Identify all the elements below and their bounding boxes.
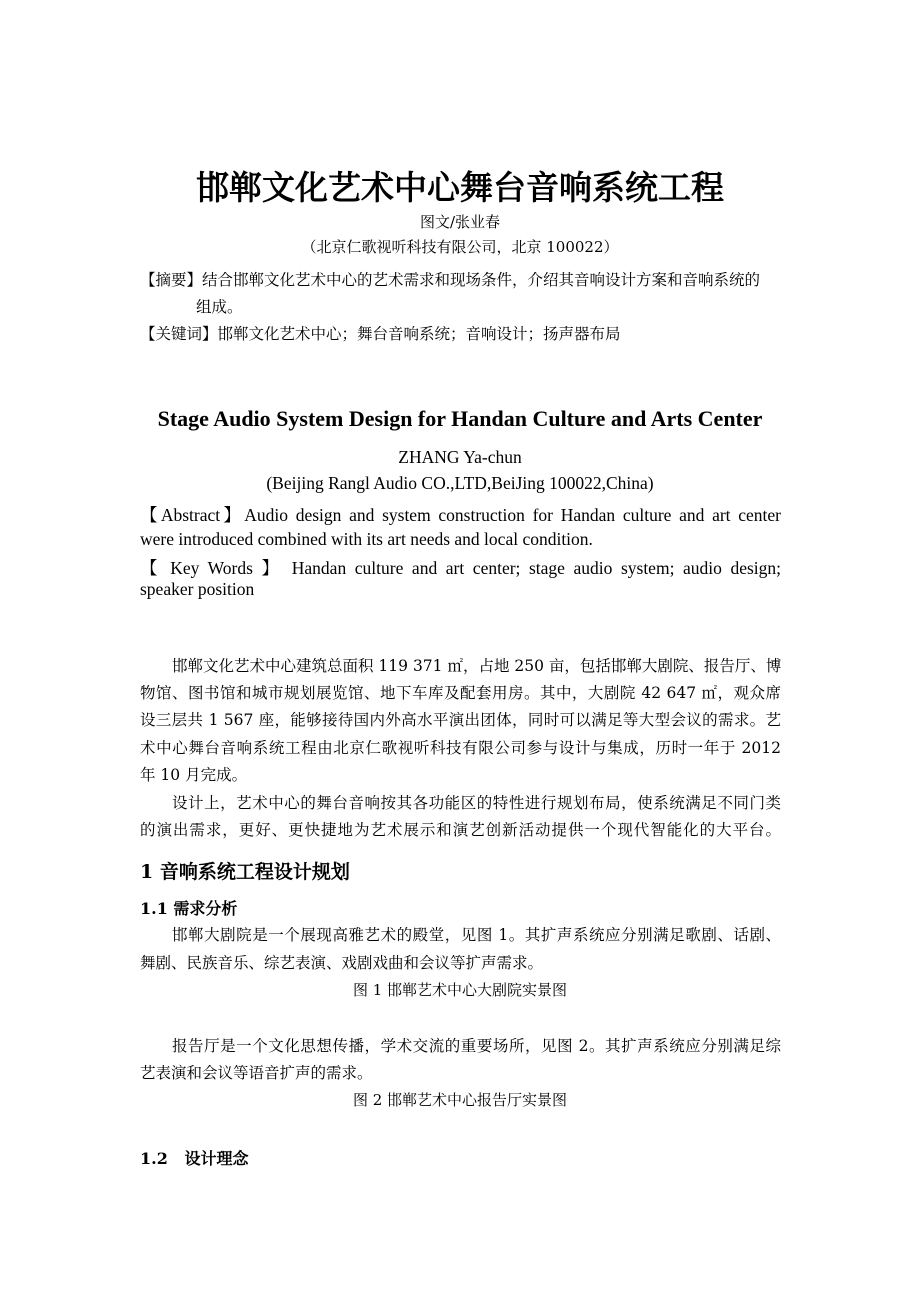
abstract-cn-cont: 组成。 bbox=[196, 298, 243, 316]
section-heading-1: 1 音响系统工程设计规划 bbox=[140, 861, 350, 883]
para1-line: 术中心舞台音响系统工程由北京仁歌视听科技有限公司参与设计与集成，历时一年于 2012 bbox=[140, 739, 781, 757]
para1-line: 邯郸文化艺术中心建筑总面积 119 371 ㎡，占地 250 亩，包括邯郸大剧院、报告厅、博 bbox=[172, 657, 782, 675]
keywords-en-cont: speaker position bbox=[140, 579, 255, 599]
english-author: ZHANG Ya-chun bbox=[398, 447, 522, 467]
para3-line: 邯郸大剧院是一个展现高雅艺术的殿堂，见图 1。其扩声系统应分别满足歌剧、话剧、 bbox=[172, 926, 781, 944]
english-affiliation: (Beijing Rangl Audio CO.,LTD,BeiJing 100022,China) bbox=[266, 473, 654, 493]
keywords-en-text: Handan culture and art center; stage audio system; audio design; bbox=[291, 558, 781, 578]
page-title: 邯郸文化艺术中心舞台音响系统工程 bbox=[196, 168, 724, 207]
affiliation: （北京仁歌视听科技有限公司，北京 100022） bbox=[301, 238, 619, 256]
abstract-en-text: Audio design and system construction for Handan culture and art center bbox=[244, 505, 781, 525]
abstract-cn-text: 结合邯郸文化艺术中心的艺术需求和现场条件，介绍其音响设计方案和音响系统的 bbox=[202, 271, 761, 289]
para1-line: 设三层共 1 567 座，能够接待国内外高水平演出团体，同时可以满足等大型会议的需求。艺 bbox=[140, 711, 781, 729]
para2-line: 的演出需求，更好、更快捷地为艺术展示和演艺创新活动提供一个现代智能化的大平台。 bbox=[140, 821, 781, 839]
keywords-cn bbox=[140, 322, 621, 344]
section-heading-1-2: 1.2 设计理念 bbox=[140, 1149, 249, 1168]
figure-2-caption: 图 2 邯郸艺术中心报告厅实景图 bbox=[352, 1091, 568, 1109]
abstract-en-label: 【Abstract】 bbox=[140, 505, 245, 525]
keywords-cn-label: 【关键词】 bbox=[140, 325, 218, 343]
para1-line: 年 10 月完成。 bbox=[140, 766, 248, 784]
figure-1-caption: 图 1 邯郸艺术中心大剧院实景图 bbox=[352, 981, 568, 999]
para1-line: 物馆、图书馆和城市规划展览馆、地下车库及配套用房。其中，大剧院 42 647 ㎡，观众席 bbox=[140, 684, 781, 702]
para3-line: 舞剧、民族音乐、综艺表演、戏剧戏曲和会议等扩声需求。 bbox=[140, 954, 544, 972]
section-heading-1-1: 1.1 需求分析 bbox=[140, 899, 238, 918]
abstract-cn-label: 【摘要】 bbox=[140, 271, 203, 289]
para4-line: 报告厅是一个文化思想传播，学术交流的重要场所，见图 2。其扩声系统应分别满足综 bbox=[172, 1037, 781, 1055]
abstract-cn bbox=[140, 268, 760, 290]
abstract-en-cont: were introduced combined with its art needs and local condition. bbox=[140, 529, 593, 549]
keywords-cn-text: 邯郸文化艺术中心；舞台音响系统；音响设计；扬声器布局 bbox=[217, 325, 621, 343]
keywords-en bbox=[140, 555, 781, 580]
byline: 图文/张业春 bbox=[419, 213, 501, 231]
keywords-en-label: 【 Key Words 】 bbox=[140, 558, 284, 578]
para4-line: 艺表演和会议等语音扩声的需求。 bbox=[140, 1064, 373, 1082]
abstract-en bbox=[140, 502, 781, 527]
para2-line: 设计上，艺术中心的舞台音响按其各功能区的特性进行规划布局，使系统满足不同门类 bbox=[172, 794, 781, 812]
english-title: Stage Audio System Design for Handan Culture and Arts Center bbox=[157, 406, 763, 431]
